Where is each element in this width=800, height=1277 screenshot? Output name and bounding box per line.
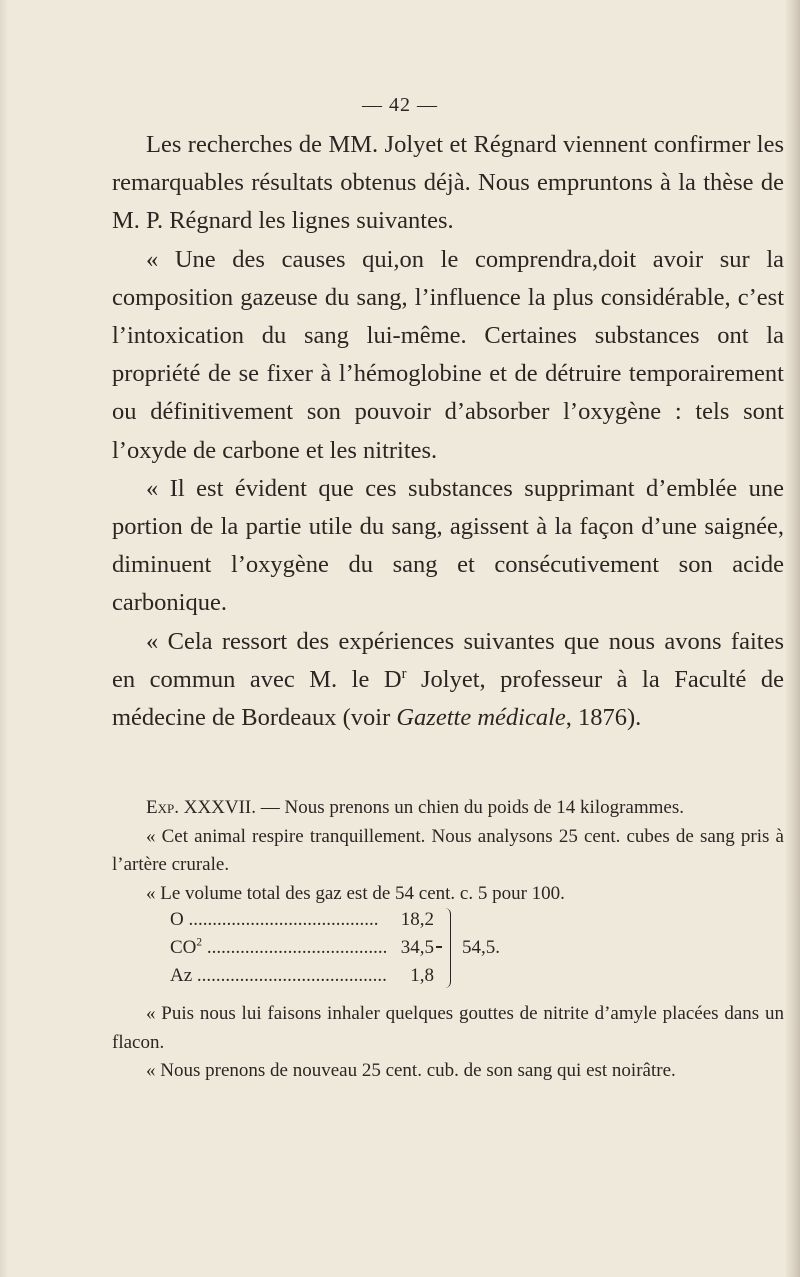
- gas-value: 18,2: [400, 909, 434, 930]
- journal-title: Gazette médicale: [396, 704, 566, 732]
- page-right-edge: [786, 0, 800, 1277]
- main-text: [112, 126, 784, 737]
- gas-table: [170, 906, 500, 990]
- doctor-superscript: r: [401, 665, 407, 682]
- experiment-paragraph-2: « Cet animal respire tranquillement. Nous analysons 25 cent. cubes de sang pris à l’artère crurale.: [112, 825, 784, 875]
- paragraph-2: « Une des causes qui,on le comprendra,doit avoir sur la composition gazeuse du sang, l’influence la plus considérable, c’est l’intoxication du sang lui-même. Certaines substances ont la propriété de se fixer à l’hémoglobine et de détruire temporairement ou définitivement son pouvoir d’absorber l’oxygène : tels sont l’oxyde de carbone et les nitrites.: [112, 245, 784, 464]
- paragraph-4-part-b: Jolyet, professeur à la Faculté de médecine de Bordeaux (voir: [112, 665, 784, 732]
- table-row: [170, 962, 434, 990]
- experiment-block: [112, 794, 784, 908]
- experiment-intro: [112, 794, 784, 823]
- paragraph-3: « Il est évident que ces substances supprimant d’emblée une portion de la partie utile du sang, agissent à la façon d’une saignée, diminuent l’oxygène du sang et consécutivement son acide carbonique.: [112, 474, 784, 617]
- gas-total: 54,5.: [462, 937, 500, 958]
- experiment-paragraph-3: « Le volume total des gaz est de 54 cent. c. 5 pour 100.: [146, 882, 565, 904]
- paragraph-4-part-a: « Cela ressort des expériences suivantes que nous avons faites en commun avec M. le D: [112, 627, 784, 693]
- page-number: — 42 —: [362, 94, 438, 116]
- gas-value: 34,5: [400, 937, 434, 958]
- paragraph-4-part-c: , 1876).: [565, 704, 642, 732]
- paragraph-4: [112, 623, 784, 738]
- experiment-intro-text: — Nous prenons un chien du poids de 14 kilogrammes.: [256, 797, 684, 818]
- continuation-block: [112, 1000, 784, 1086]
- page-left-edge: [0, 0, 8, 1277]
- paragraph-1: Les recherches de MM. Jolyet et Régnard viennent confirmer les remarquables résultats obtenus déjà. Nous empruntons à la thèse de M. P. Régnard les lignes suivantes.: [112, 131, 784, 235]
- gas-name: O .....: [170, 906, 388, 934]
- continuation-paragraph-2: « Nous prenons de nouveau 25 cent. cub. de son sang qui est noirâtre.: [146, 1060, 676, 1081]
- co2-subscript-digit: 2: [196, 936, 203, 949]
- gas-name: Az .....: [170, 962, 388, 990]
- experiment-label: Exp. XXXVII.: [146, 797, 257, 818]
- continuation-paragraph-1: « Puis nous lui faisons inhaler quelques gouttes de nitrite d’amyle placées dans un flacon.: [112, 1003, 784, 1053]
- table-row: [170, 934, 434, 962]
- brace: [442, 908, 451, 988]
- table-row: [170, 906, 434, 934]
- gas-value: 1,8: [410, 965, 434, 986]
- gas-name: $CO^2$ .....: [170, 934, 388, 962]
